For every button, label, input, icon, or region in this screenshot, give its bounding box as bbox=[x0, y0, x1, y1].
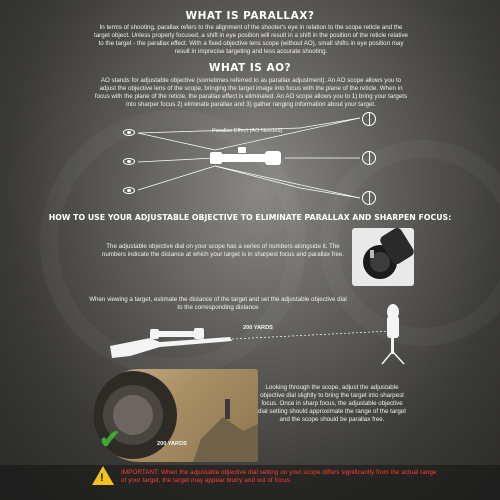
scope-icon bbox=[210, 147, 281, 165]
reticle-icon bbox=[362, 191, 376, 205]
step1-text: The adjustable objective dial on your scope has a series of numbers alongside it. The numbers indicate the distance at which your target is in sharpest focus and parallax free. bbox=[101, 243, 345, 258]
checkmark-icon: ✔ bbox=[99, 424, 121, 454]
yards-label-step2: 200 YARDS bbox=[243, 325, 273, 331]
warning-text: IMPORTANT: When the adjustable objective dial setting on your scope differs significantly from the actual range of your target, the target may appear blurry and out of focus. bbox=[121, 469, 437, 484]
scope-view-photo bbox=[93, 369, 258, 462]
howto-heading: HOW TO USE YOUR ADJUSTABLE OBJECTIVE TO ELIMINATE PARALLAX AND SHARPEN FOCUS: bbox=[48, 213, 452, 222]
scope-dial-photo bbox=[352, 228, 414, 286]
ao-heading: WHAT IS AO? bbox=[208, 62, 292, 74]
warning-exclamation: ! bbox=[100, 472, 104, 484]
rifle-icon bbox=[110, 328, 232, 358]
ao-paragraph: AO stands for adjustable objective (sometimes referred to as parallax adjustment). An AO scope allows you to adjust the objective lens of the scope, bringing the target image into focus with the plane of the reticle. When in focus with the plane of the reticle, the parallax effect is eliminated. An AO scope allows you to 1) bring your targets into sharper focus 2) eliminate parallax and 3) gather ranging information about your target. bbox=[94, 77, 408, 108]
parallax-heading: WHAT IS PARALLAX? bbox=[185, 10, 315, 22]
target-icon bbox=[382, 304, 404, 364]
eye-icon bbox=[123, 129, 135, 136]
step3-text: Looking through the scope, adjust the adjustable objective dial slightly to bring the target into sharpest focus. Once in sharp focus, the adjustable objective dial setting should approximate the range of the target and the scope should be parallax free. bbox=[258, 384, 406, 423]
yards-label-step3: 200 YARDS bbox=[157, 441, 187, 447]
eye-icon bbox=[123, 158, 135, 165]
rifle-target-diagram bbox=[100, 298, 430, 368]
diagram-label: Parallax Effect (AO Needed) bbox=[212, 128, 283, 134]
step2-text: When viewing a target, estimate the distance of the target and set the adjustable objective dial to the corresponding distance bbox=[89, 296, 347, 311]
reticle-icon bbox=[362, 112, 376, 126]
parallax-paragraph: In terms of shooting, parallax refers to the alignment of the shooter's eye in relation to the scope reticle and the target object. Unless properly focused, a shift in eye position will result in a shift in the position of the reticle relative to the target - the parallax effect. With a fixed objective lens scope (without AO), small shifts in eye position may result in imprecise targeting and less accurate shooting. bbox=[93, 24, 408, 55]
range-line bbox=[232, 331, 392, 339]
reticle-icon bbox=[362, 151, 376, 165]
eye-icon bbox=[123, 187, 135, 194]
